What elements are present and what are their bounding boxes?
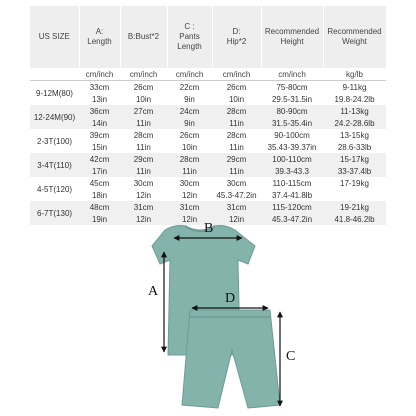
label-a: A <box>148 284 159 299</box>
value-cell: 31cm <box>212 201 261 213</box>
value-cell: 15in <box>91 142 108 152</box>
size-cell: 3-4T(110) <box>30 153 79 177</box>
table-row <box>30 81 386 94</box>
table-row <box>30 201 386 213</box>
size-cell: 9-12M(80) <box>30 81 79 106</box>
value-cell: 9in <box>167 117 212 129</box>
table-row <box>30 141 386 153</box>
value-cell: 35.43-39.37in <box>267 142 317 152</box>
value-cell: 28cm <box>133 130 154 140</box>
label-c: C <box>286 349 296 364</box>
value-cell: 22cm <box>167 81 212 94</box>
value-cell: 27cm <box>120 105 167 117</box>
value-cell: 17-19kg <box>340 178 369 188</box>
value-cell: 28cm <box>226 130 247 140</box>
table-row <box>30 129 386 141</box>
header-row <box>30 6 386 68</box>
table-row <box>30 117 386 129</box>
value-cell: 28cm <box>167 153 212 165</box>
unit-cell: cm/inch <box>85 69 114 79</box>
size-cell: 4-5T(120) <box>36 184 73 194</box>
value-cell: 11in <box>212 165 261 177</box>
value-cell: 33-37.4lb <box>323 165 386 177</box>
value-cell: 90-100cm <box>274 130 310 140</box>
header-hip <box>212 6 261 68</box>
table-row <box>30 105 386 117</box>
unit-cell: cm/inch <box>129 69 158 79</box>
value-cell: 37.4-41.8lb <box>271 190 313 200</box>
header-height-text: Recommended Height <box>264 27 320 46</box>
value-cell: 100-110cm <box>261 153 323 165</box>
value-cell: 45cm <box>89 178 110 188</box>
value-cell: 12in <box>212 213 261 225</box>
table-row <box>30 189 386 201</box>
value-cell: 29cm <box>120 153 167 165</box>
header-length-text: A: Length <box>87 27 112 46</box>
value-cell: 31cm <box>120 201 167 213</box>
value-cell: 115-120cm <box>261 201 323 213</box>
value-cell: 11-13kg <box>323 105 386 117</box>
value-cell: 24.2-28.6lb <box>323 117 386 129</box>
value-cell: 33cm <box>79 81 120 94</box>
value-cell: 19in <box>79 213 120 225</box>
value-cell: 30cm <box>133 178 154 188</box>
value-cell: 13in <box>91 94 108 104</box>
value-cell: 13-15kg <box>340 130 369 140</box>
value-cell: 9-11kg <box>323 81 386 94</box>
unit-cell: cm/inch <box>175 69 204 79</box>
unit-cell <box>30 68 79 81</box>
value-cell: 11in <box>120 117 167 129</box>
value-cell: 75-80cm <box>261 81 323 94</box>
value-cell: 11in <box>120 165 167 177</box>
value-cell: 29cm <box>212 153 261 165</box>
value-cell: 11in <box>167 165 212 177</box>
size-chart-table <box>30 6 387 225</box>
header-weight <box>323 6 386 68</box>
unit-cell: kg/lb <box>346 69 363 79</box>
header-length <box>79 6 120 68</box>
value-cell: 18in <box>91 190 108 200</box>
value-cell: 48cm <box>79 201 120 213</box>
value-cell: 26cm <box>120 81 167 94</box>
shorts-illustration <box>182 310 280 408</box>
value-cell: 12in <box>167 213 212 225</box>
value-cell: 14in <box>79 117 120 129</box>
table-row <box>30 153 386 165</box>
unit-cell: cm/inch <box>222 69 251 79</box>
table-row <box>30 93 386 105</box>
value-cell: 39.3-43.3 <box>261 165 323 177</box>
value-cell: 15-17kg <box>323 153 386 165</box>
header-weight-text: Recommended Weight <box>327 27 382 46</box>
value-cell: 45.3-47.2in <box>216 190 257 200</box>
label-b: B <box>204 221 214 236</box>
header-height <box>261 6 323 68</box>
label-d: D <box>225 291 236 306</box>
value-cell: 26cm <box>179 130 200 140</box>
value-cell: 9in <box>184 94 195 104</box>
value-cell: 12in <box>120 213 167 225</box>
value-cell: 10in <box>135 94 152 104</box>
size-cell: 6-7T(130) <box>30 201 79 225</box>
unit-row <box>30 68 386 81</box>
value-cell: 11in <box>136 142 151 152</box>
table-row <box>30 177 386 189</box>
value-cell: 42cm <box>79 153 120 165</box>
value-cell: 24cm <box>167 105 212 117</box>
header-hip-text: D: Hip*2 <box>226 27 247 46</box>
value-cell: 10in <box>181 142 198 152</box>
value-cell: 36cm <box>79 105 120 117</box>
header-pants-length <box>167 6 212 68</box>
size-cell: 12-24M(90) <box>30 105 79 129</box>
value-cell: 10in <box>228 94 245 104</box>
value-cell: 80-90cm <box>261 105 323 117</box>
value-cell: 11in <box>212 117 261 129</box>
value-cell: 31cm <box>167 201 212 213</box>
value-cell <box>323 189 386 201</box>
header-bust: B:Bust*2 <box>120 6 167 68</box>
value-cell: 19-21kg <box>323 201 386 213</box>
value-cell: 45.3-47.2in <box>261 213 323 225</box>
value-cell: 41.8-46.2lb <box>323 213 386 225</box>
size-cell: 2-3T(100) <box>36 136 73 146</box>
value-cell: 29.5-31.5in <box>271 94 313 104</box>
value-cell: 31.5-35.4in <box>261 117 323 129</box>
garment-measurement-diagram <box>130 220 320 416</box>
value-cell: 17in <box>79 165 120 177</box>
value-cell: 26cm <box>212 81 261 94</box>
value-cell: 30cm <box>226 178 247 188</box>
value-cell: 12in <box>135 190 152 200</box>
value-cell: 110-115cm <box>272 178 312 188</box>
value-cell: 12in <box>181 190 198 200</box>
value-cell: 28.6-33lb <box>337 142 372 152</box>
value-cell: 28cm <box>212 105 261 117</box>
table-row <box>30 165 386 177</box>
header-us-size: US SIZE <box>30 6 79 68</box>
value-cell: 39cm <box>89 130 110 140</box>
value-cell: 19.8-24.2lb <box>334 94 375 104</box>
value-cell: 11in <box>229 142 244 152</box>
header-pants-length-text: C : Pants Length <box>177 22 202 51</box>
value-cell: 30cm <box>179 178 200 188</box>
unit-cell: cm/inch <box>278 69 306 79</box>
